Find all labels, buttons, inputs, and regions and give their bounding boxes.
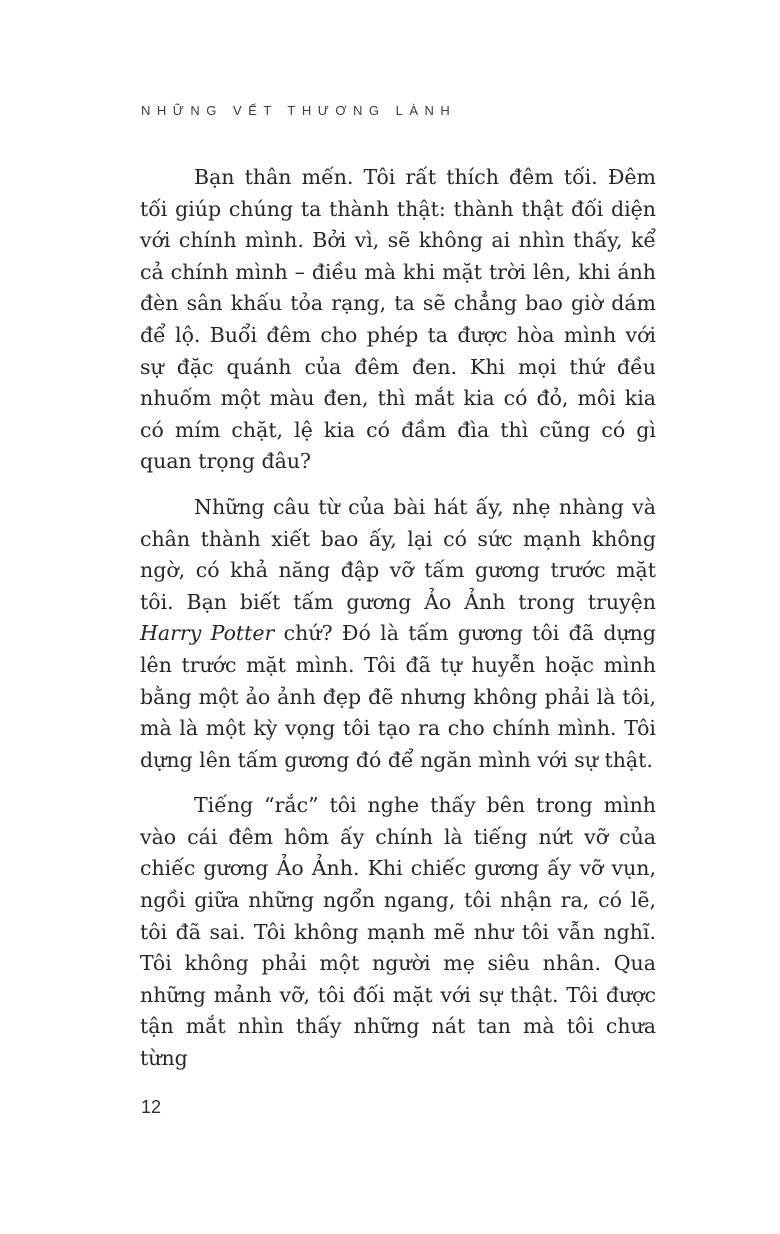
paragraph <box>140 492 656 776</box>
running-header: NHỮNG VẾT THƯƠNG LÀNH <box>141 103 457 118</box>
text-segment: Bạn thân mến. Tôi rất thích đêm tối. Đêm tối giúp chúng ta thành thật: thành thật đối diện với chính mình. Bởi vì, sẽ không ai nhìn thấy, kể cả chính mình – điều mà khi mặt trời lên, khi ánh đèn sân khấu tỏa rạng, ta sẽ chẳng bao giờ dám để lộ. Buổi đêm cho phép ta được hòa mình với sự đặc quánh của đêm đen. Khi mọi thứ đều nhuốm một màu đen, thì mắt kia có đỏ, môi kia có mím chặt, lệ kia có đầm đìa thì cũng có gì quan trọng đâu? <box>140 165 656 474</box>
paragraph <box>140 790 656 1074</box>
body-text <box>140 162 656 1089</box>
paragraph <box>140 162 656 478</box>
text-segment: Những câu từ của bài hát ấy, nhẹ nhàng và chân thành xiết bao ấy, lại có sức mạnh không ngờ, có khả năng đập vỡ tấm gương trước mặt tôi. Bạn biết tấm gương Ảo Ảnh trong truyện <box>140 494 656 614</box>
text-segment: Tiếng “rắc” tôi nghe thấy bên trong mình vào cái đêm hôm ấy chính là tiếng nứt vỡ của chiếc gương Ảo Ảnh. Khi chiếc gương ấy vỡ vụn, ngồi giữa những ngổn ngang, tôi nhận ra, có lẽ, tôi đã sai. Tôi không mạnh mẽ như tôi vẫn nghĩ. Tôi không phải một người mẹ siêu nhân. Qua những mảnh vỡ, tôi đối mặt với sự thật. Tôi được tận mắt nhìn thấy những nát tan mà tôi chưa từng <box>140 793 656 1071</box>
text-segment: chứ? Đó là tấm gương tôi đã dựng lên trước mặt mình. Tôi đã tự huyễn hoặc mình bằng một ảo ảnh đẹp đẽ nhưng không phải là tôi, mà là một kỳ vọng tôi tạo ra cho chính mình. Tôi dựng lên tấm gương đó để ngăn mình với sự thật. <box>140 621 656 772</box>
page-number: 12 <box>141 1097 162 1117</box>
italic-text: Harry Potter <box>140 621 275 646</box>
